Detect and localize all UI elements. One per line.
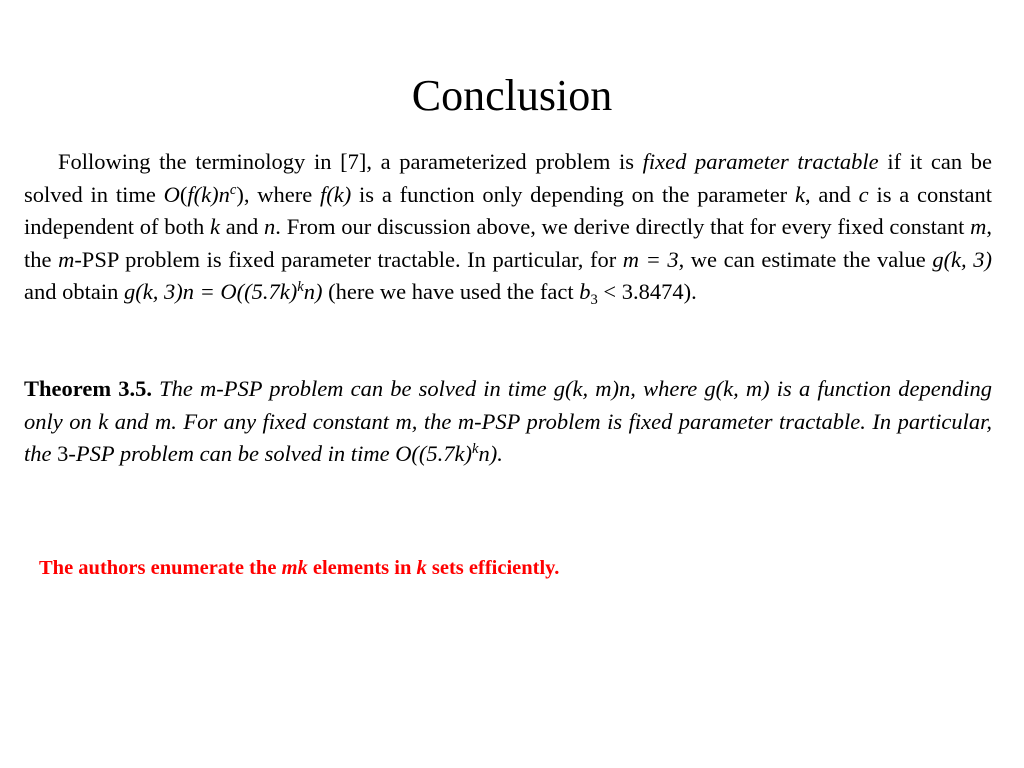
math: k (794, 181, 805, 207)
math: g(k, 3) (932, 246, 992, 272)
math: ( (179, 181, 188, 207)
math-exponent: c (229, 181, 237, 198)
math: O (163, 181, 180, 207)
text: , where (243, 181, 321, 207)
math: m (154, 408, 172, 434)
math: g(k, 3)n = O((5.7k) (123, 279, 298, 305)
math: n (264, 214, 276, 240)
text: The authors enumerate the (39, 557, 282, 579)
text: , where (630, 376, 705, 401)
slide-title: Conclusion (411, 71, 613, 120)
text: and obtain (24, 279, 124, 305)
math: n) (303, 279, 323, 305)
text: and (220, 214, 265, 240)
math: mk (281, 557, 308, 579)
text: . From our discussion above, we derive directly that for every fixed constant (275, 214, 971, 240)
text: is a function depending only on (24, 376, 992, 434)
text: , the (411, 408, 458, 434)
math: (k) (193, 181, 219, 207)
math: c (858, 181, 869, 207)
math: m (395, 408, 412, 434)
text: -PSP problem is fixed parameter tractable. In particular, the (24, 408, 992, 467)
math: m (58, 246, 75, 272)
math: f (187, 181, 194, 207)
text: -PSP problem can be solved in time (216, 376, 554, 401)
math: b (579, 279, 591, 305)
math: k (210, 214, 221, 240)
math: g(k, m) (704, 376, 770, 401)
text: is a function only depending on the parameter (351, 181, 795, 207)
math: 3 (57, 441, 69, 467)
text: . For any fixed constant (171, 408, 396, 434)
math: f (320, 181, 327, 207)
math: k (416, 557, 427, 579)
text: -PSP problem can be solved in time (68, 441, 396, 467)
text: is a constant independent of both (24, 181, 992, 240)
math-subscript: 3 (590, 291, 598, 308)
theorem-body (24, 376, 992, 466)
text: (here we have used the fact (322, 279, 580, 305)
math: m (457, 408, 475, 434)
text: Following the terminology in [7], a parameterized problem is (58, 149, 643, 174)
math: (k) (326, 181, 352, 207)
term-fpt: fixed parameter tractable (642, 149, 879, 174)
text: ). (683, 279, 697, 305)
math-time-bound (164, 182, 244, 207)
math: n (218, 181, 230, 207)
math: O((5.7k) (395, 441, 473, 467)
math: m (200, 376, 217, 401)
math: < 3.8474 (597, 279, 684, 305)
math: m (970, 214, 987, 240)
text: , and (804, 181, 859, 207)
math: k (98, 408, 109, 434)
math: ) (236, 181, 244, 207)
theorem-label: Theorem 3.5. (24, 376, 152, 401)
math: n) (478, 441, 498, 467)
text: , the (24, 214, 992, 272)
text: . (497, 441, 503, 467)
math-exponent: k (472, 441, 479, 458)
text: sets efficiently. (426, 557, 560, 579)
text: if it can be solved in time (24, 149, 992, 207)
text: , we can estimate the value (678, 246, 933, 272)
text: elements in (307, 557, 417, 579)
math: m = 3 (622, 246, 679, 272)
math-exponent: k (297, 279, 304, 296)
math: g(k, m)n (553, 376, 631, 401)
text: and (108, 408, 155, 434)
text: -PSP problem is fixed parameter tractable. In particular, for (74, 246, 623, 272)
summary-note (39, 554, 999, 582)
conclusion-paragraph (24, 146, 992, 309)
theorem-block (24, 373, 992, 471)
text: The (151, 376, 201, 401)
